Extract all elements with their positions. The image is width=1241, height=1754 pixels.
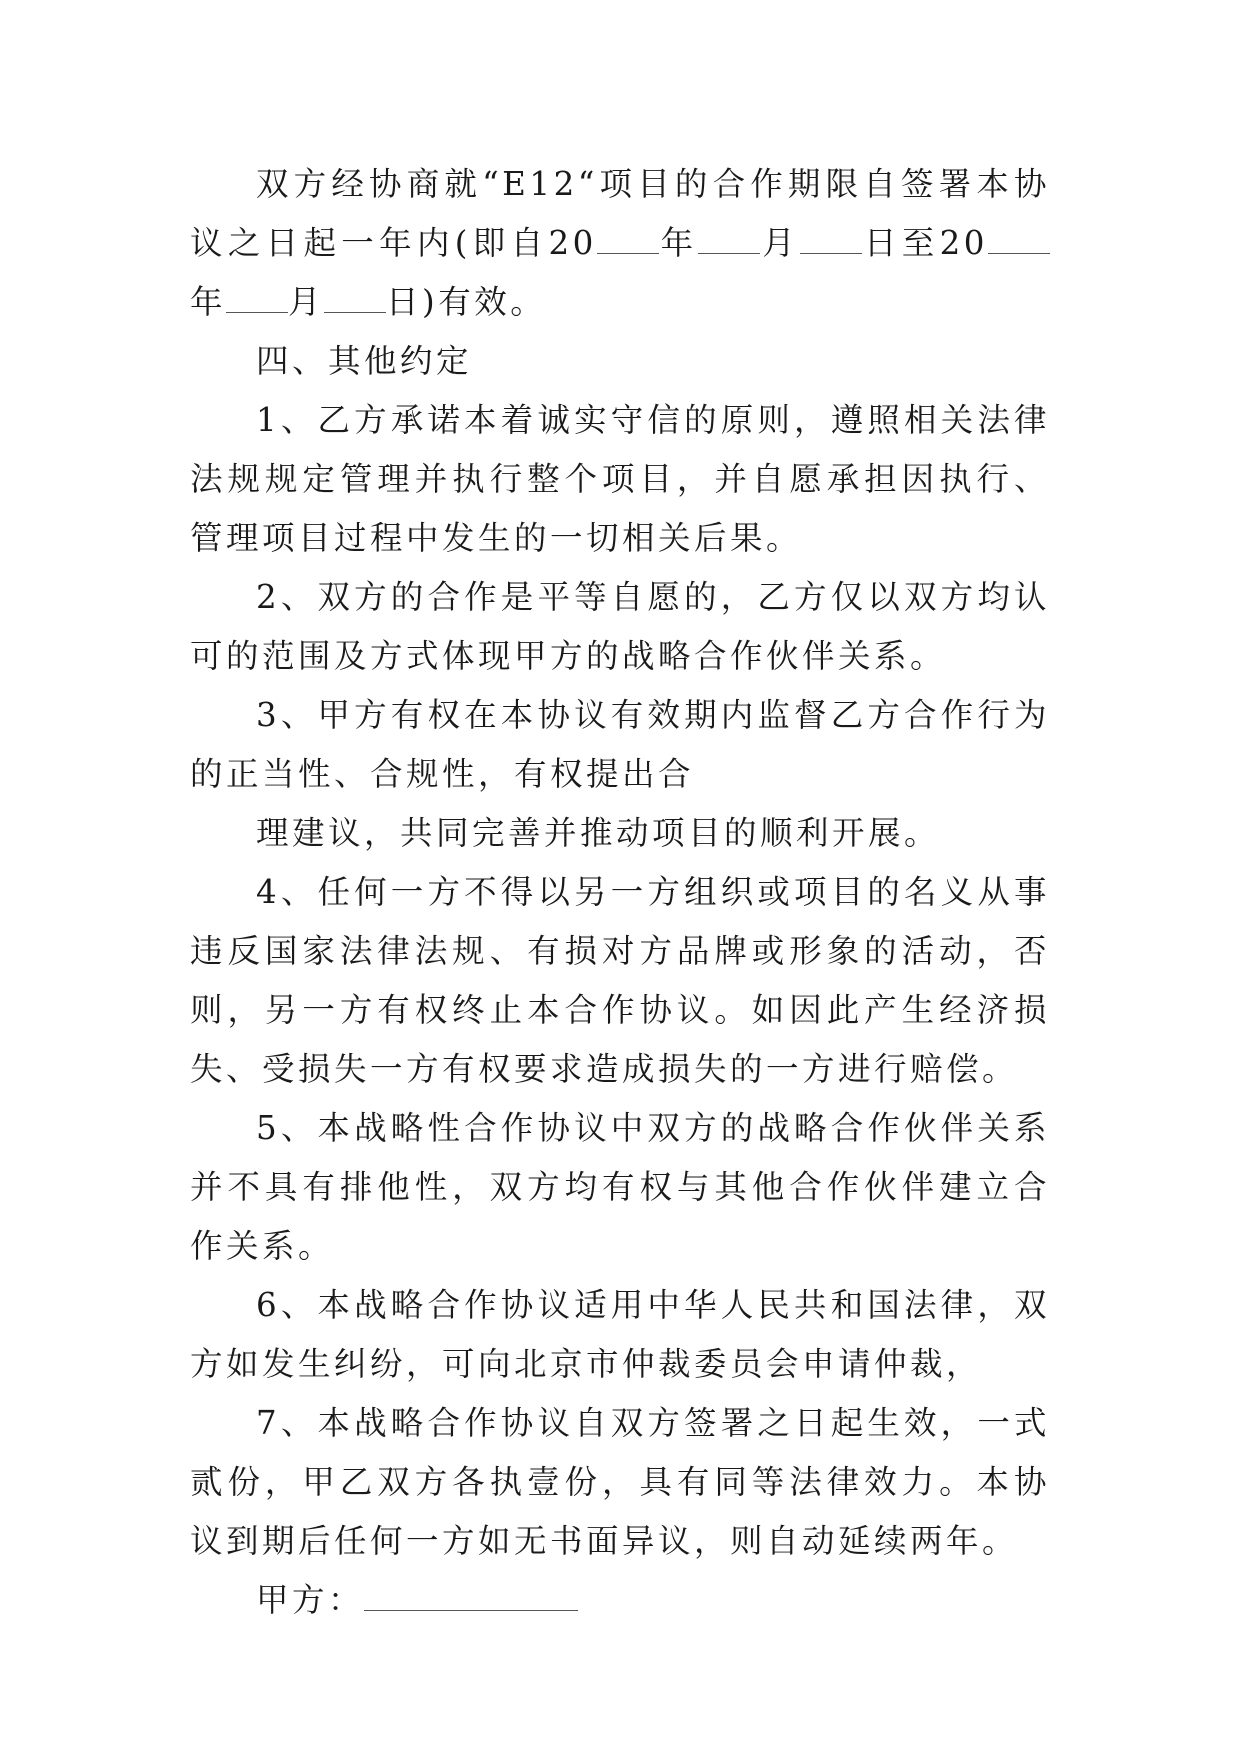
blank-month-end[interactable] (226, 281, 288, 313)
term-line-1: 双方经协商就“E12“项目的合作期限自签署本协议之 (190, 165, 1050, 262)
blank-day-end[interactable] (324, 281, 386, 313)
clause-2: 2、双方的合作是平等自愿的，乙方仅以双方均认可的范围及方式体现甲方的战略合作伙伴关系。 (190, 578, 1050, 675)
party-a-label: 甲方： (256, 1581, 365, 1619)
clause-3: 3、甲方有权在本协议有效期内监督乙方合作行为的正当性、合规性，有权提出合 (190, 696, 1050, 793)
blank-year-end[interactable] (988, 222, 1050, 254)
clause-5: 5、本战略性合作协议中双方的战略合作伙伴关系并不具有排他性，双方均有权与其他合作伙伴建立合作关系。 (190, 1109, 1050, 1265)
clause-4: 4、任何一方不得以另一方组织或项目的名义从事违反国家法律法规、有损对方品牌或形象的活动，否则，另一方有权终止本合作协议。如因此产生经济损失、受损失一方有权要求造成损失的一方进行赔偿。 (190, 873, 1050, 1088)
term-paragraph (190, 155, 1050, 332)
clause-3-continued: 理建议，共同完善并推动项目的顺利开展。 (256, 814, 941, 852)
clause-6: 6、本战略合作协议适用中华人民共和国法律，双方如发生纠纷，可向北京市仲裁委员会申请仲裁， (190, 1286, 1050, 1383)
document-page (190, 155, 1050, 1630)
term-line-2: 日起一年内(即自20 年 月 日至20年 月 (190, 224, 1050, 321)
term-line-3: 日)有效。 (324, 283, 546, 321)
party-a-signature-line[interactable] (364, 1579, 578, 1611)
clause-7: 7、本战略合作协议自双方签署之日起生效，一式贰份，甲乙双方各执壹份，具有同等法律效力。本协议到期后任何一方如无书面异议，则自动延续两年。 (190, 1404, 1050, 1560)
blank-day-start[interactable] (800, 222, 862, 254)
signature-party-a (190, 1571, 1050, 1630)
blank-month-start[interactable] (698, 222, 760, 254)
blank-year-start[interactable] (597, 222, 659, 254)
clause-1: 1、乙方承诺本着诚实守信的原则，遵照相关法律法规规定管理并执行整个项目，并自愿承担因执行、管理项目过程中发生的一切相关后果。 (190, 401, 1050, 557)
section-heading: 四、其他约定 (256, 342, 473, 380)
